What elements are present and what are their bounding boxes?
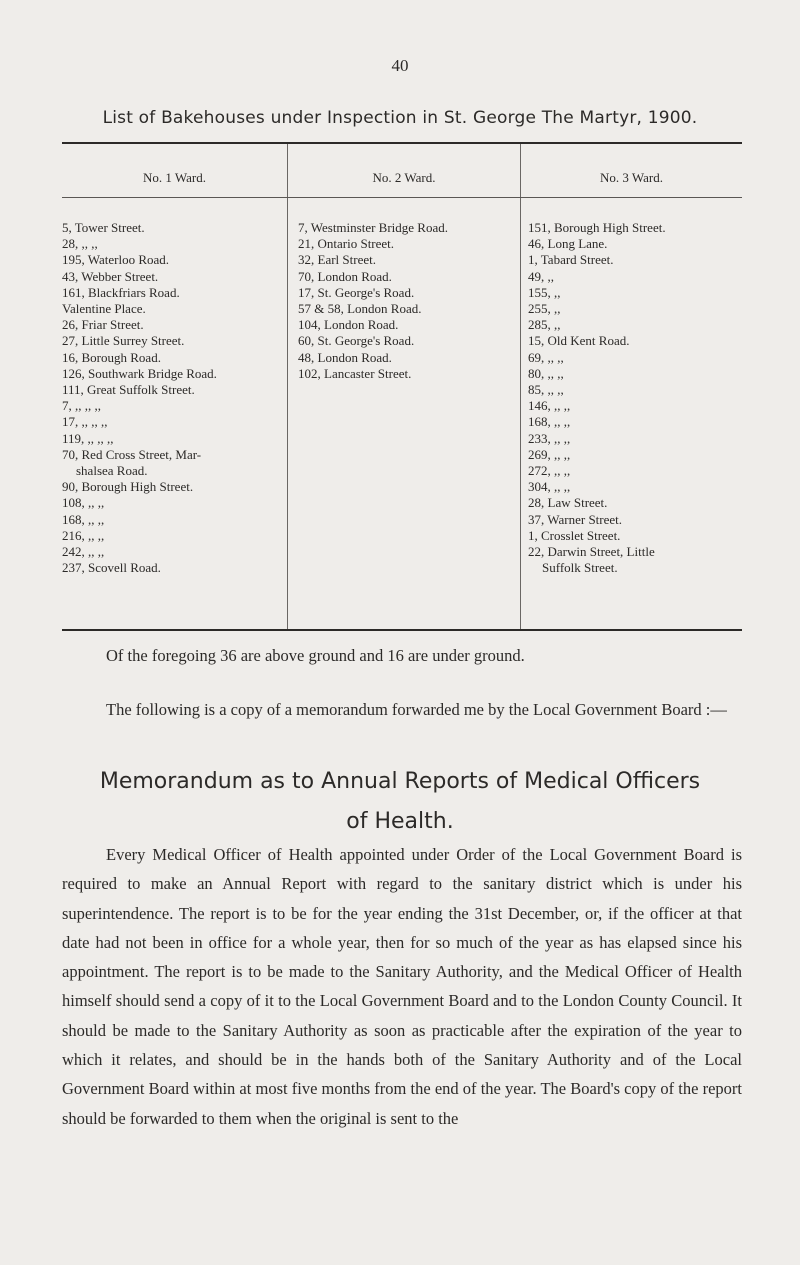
table-entry: 216, ,, ,, xyxy=(62,527,105,543)
table-entry: 90, Borough High Street. xyxy=(62,479,194,495)
table-entry: 233, ,, ,, xyxy=(528,430,571,446)
table-entry: 27, Little Surrey Street. xyxy=(62,333,185,349)
table-entry: 272, ,, ,, xyxy=(528,463,571,479)
table-header-rule xyxy=(62,197,742,198)
table-entry: 32, Earl Street. xyxy=(298,252,376,268)
ward-2-column xyxy=(298,220,518,382)
table-entry: Valentine Place. xyxy=(62,301,146,317)
ward-3-header: No. 3 Ward. xyxy=(600,170,663,185)
summary-paragraph: Of the foregoing 36 are above ground and 16 are under ground. xyxy=(106,646,525,665)
table-entry: 255, ,, xyxy=(528,301,561,317)
bakehouse-table xyxy=(62,142,742,632)
table-entry: 85, ,, ,, xyxy=(528,382,564,398)
table-entry: 60, St. George's Road. xyxy=(298,333,415,349)
table-entry: Suffolk Street. xyxy=(542,560,618,576)
ward-1-column xyxy=(62,220,284,576)
table-entry: 119, ,, ,, ,, xyxy=(62,430,114,446)
intro-paragraph: The following is a copy of a memorandum forwarded me by the Local Government Board :— xyxy=(106,700,727,719)
table-entry: 21, Ontario Street. xyxy=(298,236,395,252)
table-entry: 168, ,, ,, xyxy=(528,414,571,430)
table-entry: 48, London Road. xyxy=(298,349,392,365)
table-entry: 17, ,, ,, ,, xyxy=(62,414,108,430)
table-entry: 168, ,, ,, xyxy=(62,511,105,527)
memorandum-body: Every Medical Officer of Health appointed under Order of the Local Government Board is required to make an Annual Report with regard to the sanitary district which is under his superintendence. The report is to be for the year ending the 31st December, or, if the officer at that date had not been in office for a whole year, then for so much of the year as has elapsed since his appointment. The report is to be made to the Sanitary Authority, and the Medical Officer of Health himself should send a copy of it to the Local Government Board and to the London County Council. It should be made to the Sanitary Authority as soon as practicable after the expiration of the year to which it relates, and should be in the hands both of the Sanitary Authority and of the Local Government Board within at most five months from the end of the year. The Board's copy of the report should be forwarded to them when the original is sent to the xyxy=(62,845,742,1128)
memorandum-title xyxy=(0,762,800,842)
table-entry: 151, Borough High Street. xyxy=(528,220,666,235)
table-entry: 1, Tabard Street. xyxy=(528,252,614,268)
table-entry: 28, ,, ,, xyxy=(62,236,98,252)
table-entry: 43, Webber Street. xyxy=(62,268,159,284)
table-entry: 70, Red Cross Street, Mar- xyxy=(62,446,202,462)
table-entry: 146, ,, ,, xyxy=(528,398,571,414)
table-entry: 237, Scovell Road. xyxy=(62,560,161,576)
ward-3-column xyxy=(528,220,740,576)
table-entry: 80, ,, ,, xyxy=(528,365,564,381)
table-entry: 269, ,, ,, xyxy=(528,446,571,462)
table-top-rule xyxy=(62,142,742,144)
table-entry: 46, Long Lane. xyxy=(528,236,608,252)
table-entry: 108, ,, ,, xyxy=(62,495,105,511)
table-entry: 285, ,, xyxy=(528,317,561,333)
column-divider xyxy=(287,144,288,629)
list-title: List of Bakehouses under Inspection in St. George The Martyr, 1900. xyxy=(102,108,698,128)
ward-2-header: No. 2 Ward. xyxy=(372,170,436,185)
table-entry: 70, London Road. xyxy=(298,268,392,284)
page-number: 40 xyxy=(391,56,409,75)
table-entry: 37, Warner Street. xyxy=(528,511,623,527)
table-entry: 7, Westminster Bridge Road. xyxy=(298,220,449,235)
table-entry: 1, Crosslet Street. xyxy=(528,527,621,543)
table-entry: 57 & 58, London Road. xyxy=(298,301,422,317)
table-entry: 304, ,, ,, xyxy=(528,479,571,495)
table-bottom-rule xyxy=(62,629,742,631)
table-entry: shalsea Road. xyxy=(76,463,148,479)
table-entry: 155, ,, xyxy=(528,284,561,300)
table-entry: 5, Tower Street. xyxy=(62,220,145,235)
table-entry: 161, Blackfriars Road. xyxy=(62,284,180,300)
table-entry: 104, London Road. xyxy=(298,317,399,333)
table-entry: 111, Great Suffolk Street. xyxy=(62,382,195,398)
table-entry: 15, Old Kent Road. xyxy=(528,333,630,349)
table-entry: 195, Waterloo Road. xyxy=(62,252,170,268)
table-entry: 16, Borough Road. xyxy=(62,349,161,365)
table-entry: 26, Friar Street. xyxy=(62,317,144,333)
column-divider xyxy=(520,144,521,629)
table-entry: 17, St. George's Road. xyxy=(298,284,415,300)
memorandum-title-line-2: of Health. xyxy=(346,809,454,834)
table-entry: 49, ,, xyxy=(528,268,554,284)
table-entry: 22, Darwin Street, Little xyxy=(528,544,655,560)
table-entry: 69, ,, ,, xyxy=(528,349,564,365)
table-entry: 242, ,, ,, xyxy=(62,544,105,560)
table-entry: 126, Southwark Bridge Road. xyxy=(62,365,217,381)
table-entry: 102, Lancaster Street. xyxy=(298,365,412,381)
table-entry: 7, ,, ,, ,, xyxy=(62,398,101,414)
memorandum-title-line-1: Memorandum as to Annual Reports of Medical Officers xyxy=(99,769,701,794)
table-entry: 28, Law Street. xyxy=(528,495,608,511)
ward-1-header: No. 1 Ward. xyxy=(143,170,206,185)
